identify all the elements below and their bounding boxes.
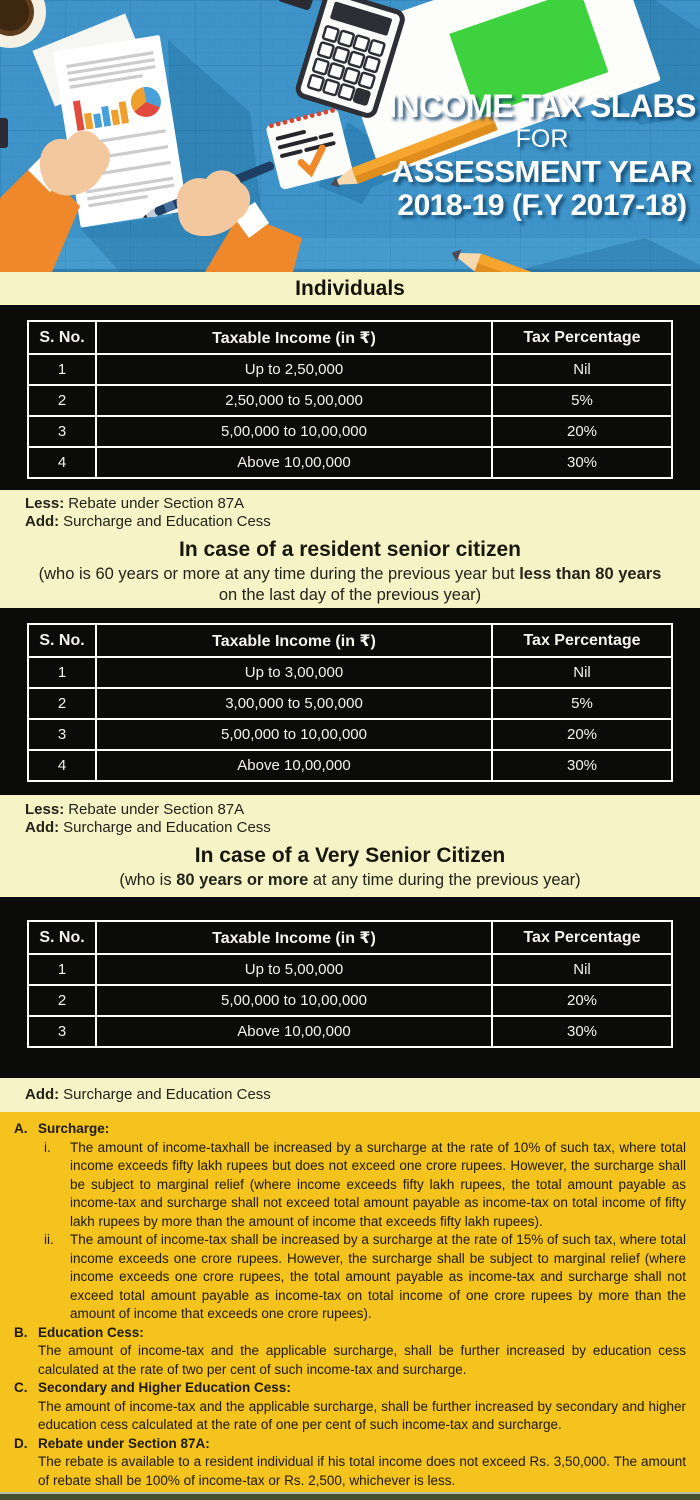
footnote-c-heading: C. Secondary and Higher Education Cess: [14, 1380, 291, 1395]
table-row: 2 5,00,000 to 10,00,000 20% [28, 985, 672, 1016]
senior-citizen-intro [0, 490, 700, 608]
senior-citizen-subtitle: (who is 60 years or more at any time during the previous year but less than 80 years on the last day of the previous year) [38, 565, 662, 604]
stapler-edge-icon [0, 118, 8, 148]
very-senior-citizen-subtitle: (who is 80 years or more at any time during the previous year) [119, 871, 581, 889]
header [0, 0, 700, 272]
very-senior-citizen-table-band [0, 897, 700, 1078]
bottom-border-strip [0, 1492, 700, 1500]
table-header-row [28, 321, 672, 354]
col-header-sno: S. No. [28, 624, 96, 657]
section-heading-senior-citizen: In case of a resident senior citizen [179, 538, 521, 561]
table-row: 3 5,00,000 to 10,00,000 20% [28, 416, 672, 447]
footnotes-section [0, 1112, 700, 1492]
table-row: 3 5,00,000 to 10,00,000 20% [28, 719, 672, 750]
table-header-row [28, 921, 672, 954]
col-header-sno: S. No. [28, 321, 96, 354]
table-row: 4 Above 10,00,000 30% [28, 750, 672, 781]
table-row: 2 3,00,000 to 5,00,000 5% [28, 688, 672, 719]
section-heading-very-senior-citizen: In case of a Very Senior Citizen [194, 844, 506, 867]
final-add-note-band [0, 1078, 700, 1112]
add-note: Add: Surcharge and Education Cess [25, 513, 271, 530]
individuals-table-band [0, 305, 700, 490]
col-header-tax: Tax Percentage [492, 624, 672, 657]
very-senior-citizen-table [27, 920, 673, 1048]
footnote-b-heading: B. Education Cess: [14, 1324, 144, 1340]
table-row: 1 Up to 3,00,000 Nil [28, 657, 672, 688]
table-row: 3 Above 10,00,000 30% [28, 1016, 672, 1047]
col-header-income: Taxable Income (in ₹) [96, 921, 492, 954]
title-line-2: FOR [515, 125, 569, 153]
col-header-income: Taxable Income (in ₹) [96, 624, 492, 657]
footnote-a-heading: A. Surcharge: [14, 1121, 110, 1136]
add-note: Add: Surcharge and Education Cess [25, 819, 271, 836]
table-row: 4 Above 10,00,000 30% [28, 447, 672, 478]
footnote-a-item-i: i. The amount of income-taxhall be increased by a surcharge at the rate of 10% of such tax, where total income exceeds fifty lakh rupees but does not exceed one crore rupees. However, the surcharge shall be subject to marginal relief (where income exceeds fifty lakh rupees, the total amount payable as income-tax and surcharge shall not exceed total amount payable as income-tax on total income of fifty lakh rupees by more than the amount of income that exceeds fifty lakh rupees). [44, 1139, 686, 1229]
less-note: Less: Rebate under Section 87A [25, 495, 245, 512]
table-row: 2 2,50,000 to 5,00,000 5% [28, 385, 672, 416]
add-note: Add: Surcharge and Education Cess [25, 1086, 271, 1103]
footnote-a-item-ii: ii. The amount of income-tax shall be increased by a surcharge at the rate of 15% of such tax, where total income exceeds one crore rupees. However, the surcharge shall be subject to marginal relief (where income exceeds one crore rupees, the total amount payable as income-tax and surcharge shall not exceed total amount payable as income-tax on total income of one crore rupees by more than the amount of income that exceeds one crore rupees). [44, 1232, 686, 1321]
header-title [388, 88, 696, 223]
title-line-1: INCOME TAX SLABS [388, 88, 696, 124]
less-note: Less: Rebate under Section 87A [25, 801, 245, 818]
senior-citizen-table-band [0, 608, 700, 795]
col-header-tax: Tax Percentage [492, 321, 672, 354]
title-line-4: 2018-19 (F.Y 2017-18) [397, 189, 687, 222]
very-senior-citizen-intro [0, 795, 700, 897]
table-row: 1 Up to 2,50,000 Nil [28, 354, 672, 385]
section-heading-individuals: Individuals [0, 272, 700, 305]
footnote-d-body: The rebate is available to a resident individual if his total income does not exceed Rs. 3,50,000. The amount of rebate shall be 100% of income-tax or Rs. 2,500, whichever is less. [38, 1454, 686, 1488]
footnote-b-body: The amount of income-tax and the applicable surcharge, shall be further increased by education cess calculated at the rate of two per cent of such income-tax and surcharge. [38, 1343, 686, 1377]
individuals-table [27, 320, 673, 479]
col-header-income: Taxable Income (in ₹) [96, 321, 492, 354]
table-row: 1 Up to 5,00,000 Nil [28, 954, 672, 985]
col-header-tax: Tax Percentage [492, 921, 672, 954]
footnote-d-heading: D. Rebate under Section 87A: [14, 1435, 210, 1451]
senior-citizen-table [27, 623, 673, 782]
footnote-c-body: The amount of income-tax and the applicable surcharge, shall be further increased by secondary and higher education cess calculated at the rate of one per cent of such income-tax and surcharge. [38, 1398, 686, 1432]
table-header-row [28, 624, 672, 657]
col-header-sno: S. No. [28, 921, 96, 954]
title-line-3: ASSESSMENT YEAR [391, 154, 693, 189]
